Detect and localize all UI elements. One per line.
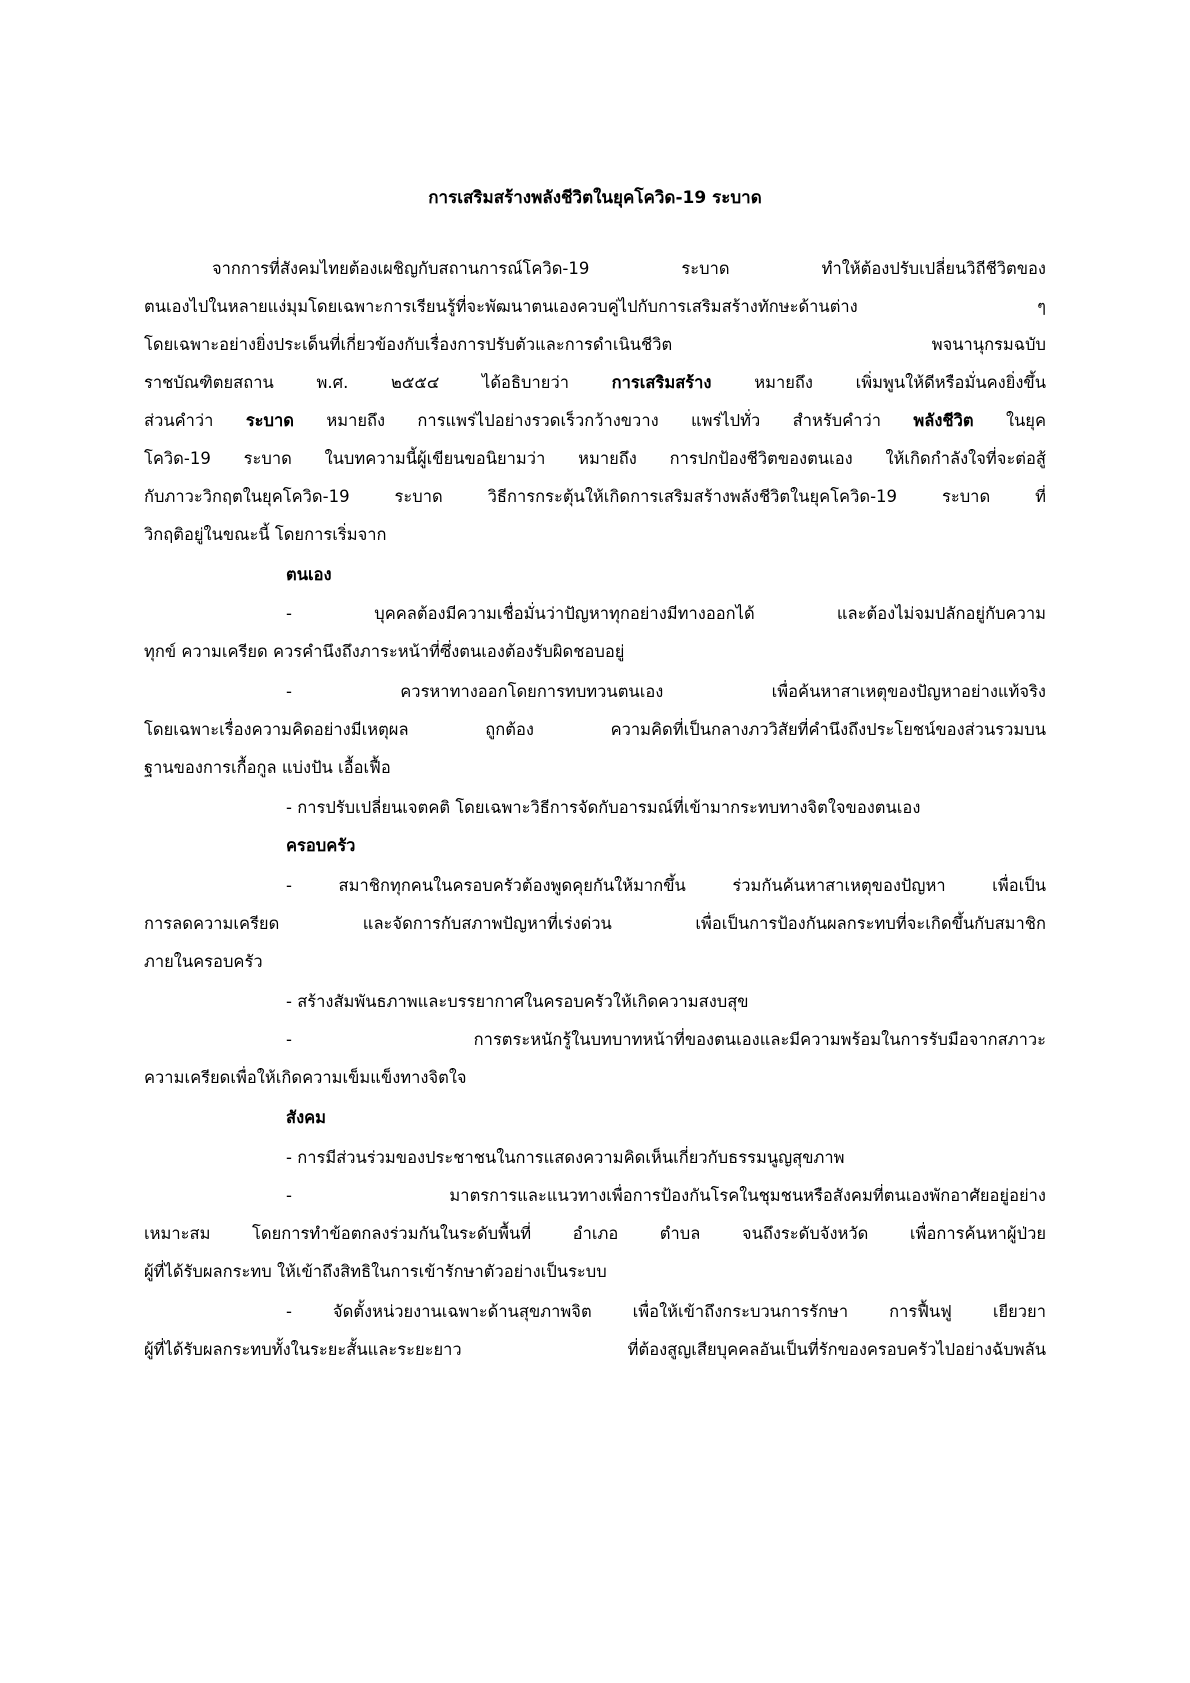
society-bullet-3-cont: ผู้ที่ได้รับผลกระทบทั้งในระยะสั้นและระยะยาว ที่ต้องสูญเสียบุคคลอันเป็นที่รักของครอบครัวไปอย่างฉับพลัน — [144, 1340, 1046, 1359]
family-bullet-2: - สร้างสัมพันธภาพและบรรยากาศในครอบครัวให้เกิดความสงบสุข — [286, 992, 749, 1011]
society-bullet-2-cont-1: เหมาะสม โดยการทำข้อตกลงร่วมกันในระดับพื้นที่ อำเภอ ตำบล จนถึงระดับจังหวัด เพื่อการค้นหาผู้ป่วย — [144, 1224, 1046, 1243]
document-title: การเสริมสร้างพลังชีวิตในยุคโควิด-19 ระบาด — [428, 188, 762, 208]
section-heading-family: ครอบครัว — [286, 836, 356, 855]
family-bullet-1-cont-1: การลดความเครียด และจัดการกับสภาพปัญหาที่เร่งด่วน เพื่อเป็นการป้องกันผลกระทบที่จะเกิดขึ้นกับสมาชิก — [144, 914, 1046, 933]
self-bullet-2-cont-1: โดยเฉพาะเรื่องความคิดอย่างมีเหตุผล ถูกต้อง ความคิดที่เป็นกลางภววิสัยที่คำนึงถึงประโยชน์ของส่วนรวมบน — [144, 720, 1046, 739]
intro-line-5 — [144, 407, 1046, 435]
section-heading-self: ตนเอง — [286, 565, 332, 584]
intro-line-5-text: ส่วนคำว่า — [144, 411, 246, 430]
family-bullet-1-cont-2: ภายในครอบครัว — [144, 952, 263, 971]
society-bullet-1: - การมีส่วนร่วมของประชาชนในการแสดงความคิดเห็นเกี่ยวกับธรรมนูญสุขภาพ — [286, 1148, 845, 1167]
intro-line-4-definition: หมายถึง เพิ่มพูนให้ดีหรือมั่นคงยิ่งขึ้น — [711, 373, 1046, 392]
term-phalang-chiwit: พลังชีวิต — [913, 411, 974, 430]
intro-line-4 — [144, 369, 1046, 397]
society-bullet-3: - จัดตั้งหน่วยงานเฉพาะด้านสุขภาพจิต เพื่อให้เข้าถึงกระบวนการรักษา การฟื้นฟู เยียวยา — [286, 1302, 1046, 1321]
term-rabat: ระบาด — [245, 411, 294, 430]
self-bullet-1-cont: ทุกข์ ความเครียด ควรคำนึงถึงภาระหน้าที่ซึ่งตนเองต้องรับผิดชอบอยู่ — [144, 642, 625, 661]
intro-line-8: วิกฤติอยู่ในขณะนี้ โดยการเริ่มจาก — [144, 525, 387, 544]
family-bullet-3: - การตระหนักรู้ในบทบาทหน้าที่ของตนเองและมีความพร้อมในการรับมือจากสภาวะ — [286, 1030, 1046, 1049]
intro-line-5-definition: หมายถึง การแพร่ไปอย่างรวดเร็วกว้างขวาง แพร่ไปทั่ว สำหรับคำว่า — [294, 411, 914, 430]
self-bullet-3: - การปรับเปลี่ยนเจตคติ โดยเฉพาะวิธีการจัดกับอารมณ์ที่เข้ามากระทบทางจิตใจของตนเอง — [286, 798, 921, 817]
intro-line-2: ตนเองไปในหลายแง่มุมโดยเฉพาะการเรียนรู้ที่จะพัฒนาตนเองควบคู่ไปกับการเสริมสร้างทักษะด้านต่าง ๆ — [144, 297, 1046, 316]
intro-line-3: โดยเฉพาะอย่างยิ่งประเด็นที่เกี่ยวข้องกับเรื่องการปรับตัวและการดำเนินชีวิต พจนานุกรมฉบับ — [144, 335, 1046, 354]
family-bullet-3-cont: ความเครียดเพื่อให้เกิดความเข็มแข็งทางจิตใจ — [144, 1068, 467, 1087]
society-bullet-2: - มาตรการและแนวทางเพื่อการป้องกันโรคในชุมชนหรือสังคมที่ตนเองพักอาศัยอยู่อย่าง — [286, 1186, 1046, 1205]
self-bullet-2: - ควรหาทางออกโดยการทบทวนตนเอง เพื่อค้นหาสาเหตุของปัญหาอย่างแท้จริง — [286, 682, 1046, 701]
self-bullet-1: - บุคคลต้องมีความเชื่อมั่นว่าปัญหาทุกอย่างมีทางออกได้ และต้องไม่จมปลักอยู่กับความ — [286, 604, 1046, 623]
family-bullet-1: - สมาชิกทุกคนในครอบครัวต้องพูดคุยกันให้มากขึ้น ร่วมกันค้นหาสาเหตุของปัญหา เพื่อเป็น — [286, 876, 1046, 895]
term-kan-soem-sang: การเสริมสร้าง — [611, 373, 712, 392]
intro-line-4-text: ราชบัณฑิตยสถาน พ.ศ. ๒๕๕๔ ได้อธิบายว่า — [144, 373, 612, 392]
self-bullet-2-cont-2: ฐานของการเกื้อกูล แบ่งปัน เอื้อเฟื้อ — [144, 758, 391, 777]
intro-line-7: กับภาวะวิกฤตในยุคโควิด-19 ระบาด วิธีการกระตุ้นให้เกิดการเสริมสร้างพลังชีวิตในยุคโควิด-19 ระบาด ที่ — [144, 487, 1046, 506]
intro-line-5-tail: ในยุค — [973, 411, 1047, 430]
intro-line-6: โควิด-19 ระบาด ในบทความนี้ผู้เขียนขอนิยามว่า หมายถึง การปกป้องชีวิตของตนเอง ให้เกิดกำลังใจที่จะต่อสู้ — [144, 449, 1046, 468]
society-bullet-2-cont-2: ผู้ที่ได้รับผลกระทบ ให้เข้าถึงสิทธิในการเข้ารักษาตัวอย่างเป็นระบบ — [144, 1262, 607, 1281]
intro-line-1: จากการที่สังคมไทยต้องเผชิญกับสถานการณ์โควิด-19 ระบาด ทำให้ต้องปรับเปลี่ยนวิถีชีวิตของ — [212, 259, 1046, 278]
section-heading-society: สังคม — [286, 1108, 327, 1127]
